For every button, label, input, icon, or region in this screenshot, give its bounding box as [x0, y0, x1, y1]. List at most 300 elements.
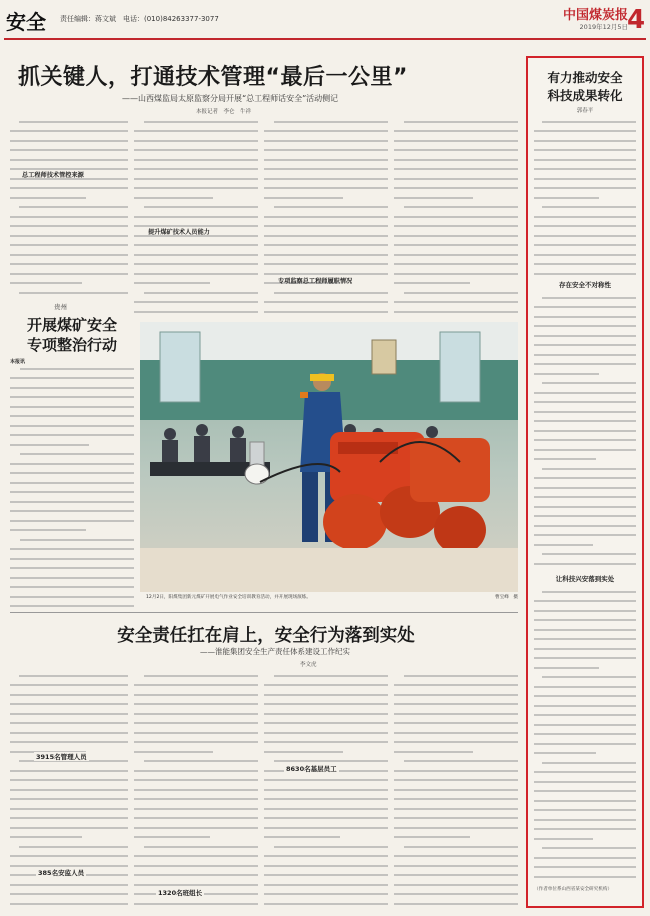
body-text-line — [264, 713, 388, 720]
body-text-line — [534, 724, 636, 731]
commentary-footer: （作者单位系山西省某安全研究机构） — [534, 887, 613, 892]
masthead: 中国煤炭报 — [562, 8, 628, 23]
body-text-line — [534, 515, 636, 522]
page-number: 4 — [626, 5, 646, 35]
body-text-line — [534, 876, 636, 883]
body-text-line — [534, 591, 636, 598]
body-text-line — [134, 789, 258, 796]
body-text-line — [534, 235, 636, 242]
body-text-line — [134, 827, 258, 834]
body-text-line — [264, 846, 388, 853]
body-text-line — [394, 855, 518, 862]
body-text-line — [264, 865, 388, 872]
body-text-line — [134, 855, 258, 862]
body-text-line — [10, 798, 128, 805]
body-text-line — [264, 798, 388, 805]
body-text-line — [10, 596, 134, 603]
body-text-line — [10, 808, 128, 815]
body-text-line — [10, 884, 128, 891]
body-text-line — [534, 525, 636, 532]
body-text-line — [534, 847, 636, 854]
body-text-line — [394, 168, 518, 175]
body-text-line — [264, 244, 388, 251]
body-text-line — [10, 254, 128, 261]
editor-line: 责任编辑：蒋文斌 电话：(010)84263377-3077 — [60, 15, 219, 23]
body-text-line — [10, 282, 128, 289]
body-text-line — [534, 743, 636, 750]
body-text-line — [534, 771, 636, 778]
body-text-line — [134, 798, 258, 805]
body-text-line — [534, 273, 636, 279]
bottom-subhead-1: 3915名管理人员 — [36, 753, 87, 761]
body-text-line — [264, 159, 388, 166]
body-text-line — [10, 703, 128, 710]
body-text-line — [394, 808, 518, 815]
commentary-subhead-1: 存在安全不对称性 — [559, 281, 611, 289]
body-text-line — [10, 770, 128, 777]
body-text-line — [10, 827, 128, 834]
body-text-line — [10, 567, 134, 574]
body-text-line — [394, 282, 518, 289]
body-text-line — [394, 197, 518, 204]
left-region-tag: 贵州 — [54, 303, 67, 311]
body-text-line — [534, 216, 636, 223]
photo-caption-text: 12月2日，阳煤集团新元煤矿开展电气作业安全培训教育活动，并开展现场演练。 — [146, 595, 311, 600]
body-text-line — [534, 420, 636, 427]
body-text-line — [394, 741, 518, 748]
bottom-headline: 安全责任扛在肩上，安全行为落到实处 — [117, 626, 415, 646]
body-text-line — [394, 893, 518, 900]
commentary-headline-2: 科技成果转化 — [547, 88, 623, 103]
body-text-line — [10, 520, 134, 527]
left-headline-2: 专项整治行动 — [26, 336, 117, 354]
body-text-line — [534, 676, 636, 683]
body-text-line — [394, 130, 518, 137]
photo-image — [140, 322, 518, 592]
bottom-byline: 李文虎 — [300, 662, 317, 668]
body-text-line — [534, 392, 636, 399]
body-text-line — [534, 244, 636, 251]
bottom-subhead: ——淮能集团安全生产责任体系建设工作纪实 — [200, 647, 350, 656]
body-text-line — [534, 325, 636, 332]
body-text-line — [394, 874, 518, 881]
body-text-line — [10, 722, 128, 729]
body-text-line — [264, 149, 388, 156]
body-text-line — [534, 544, 636, 551]
body-text-line — [264, 168, 388, 175]
body-text-line — [394, 301, 518, 308]
body-text-line — [264, 140, 388, 147]
body-text-line — [10, 216, 128, 223]
body-text-line — [264, 751, 388, 758]
body-text-line — [264, 836, 388, 843]
body-text-line — [534, 752, 636, 759]
body-text-line — [534, 254, 636, 261]
top-subhead-3: 专项监察总工程师履职情况 — [278, 278, 353, 285]
body-text-line — [534, 809, 636, 816]
body-text-line — [134, 282, 258, 289]
body-text-line — [394, 751, 518, 758]
body-text-line — [264, 178, 388, 185]
body-text-line — [10, 577, 134, 584]
body-text-line — [534, 458, 636, 465]
body-text-line — [264, 130, 388, 137]
body-text-line — [264, 789, 388, 796]
body-text-line — [264, 216, 388, 223]
body-text-line — [264, 703, 388, 710]
top-headline: 抓关键人，打通技术管理“最后一公里” — [18, 65, 408, 90]
body-text-line — [134, 675, 258, 682]
body-text-line — [10, 491, 134, 498]
body-text-line — [264, 206, 388, 213]
body-text-line — [534, 159, 636, 166]
body-text-line — [394, 760, 518, 767]
body-text-line — [10, 558, 134, 565]
body-text-line — [534, 838, 636, 845]
body-text-line — [394, 225, 518, 232]
body-text-line — [134, 713, 258, 720]
body-text-line — [534, 553, 636, 560]
body-text-line — [10, 159, 128, 166]
body-text-line — [10, 235, 128, 242]
body-text-line — [534, 695, 636, 702]
body-text-line — [264, 884, 388, 891]
body-text-line — [10, 444, 134, 451]
body-text-line — [134, 273, 258, 280]
body-text-line — [534, 866, 636, 873]
body-text-line — [10, 263, 128, 270]
body-text-line — [534, 705, 636, 712]
body-text-line — [394, 694, 518, 701]
body-text-line — [534, 857, 636, 864]
body-text-line — [134, 779, 258, 786]
body-text-line — [10, 501, 134, 508]
body-text-line — [10, 387, 134, 394]
body-text-line — [134, 149, 258, 156]
body-text-line — [264, 301, 388, 308]
left-lead-tag: 本报讯 — [10, 359, 26, 365]
body-text-line — [10, 453, 134, 460]
top-article-col-3 — [264, 118, 388, 318]
commentary-col-b — [534, 294, 636, 570]
commentary-col-c — [534, 588, 636, 884]
body-text-line — [534, 506, 636, 513]
body-text-line — [10, 510, 134, 517]
body-text-line — [394, 827, 518, 834]
commentary-col-a — [534, 118, 636, 278]
body-text-line — [10, 434, 134, 441]
body-text-line — [10, 855, 128, 862]
body-text-line — [534, 790, 636, 797]
photo-credit: 曹宝峰 摄 — [495, 595, 518, 600]
body-text-line — [534, 477, 636, 484]
body-text-line — [264, 732, 388, 739]
body-text-line — [534, 401, 636, 408]
body-text-line — [534, 563, 636, 570]
body-text-line — [394, 836, 518, 843]
body-text-line — [534, 121, 636, 128]
body-text-line — [10, 741, 128, 748]
body-text-line — [10, 529, 134, 536]
body-text-line — [534, 496, 636, 503]
body-text-line — [10, 779, 128, 786]
body-text-line — [394, 254, 518, 261]
body-text-line — [394, 713, 518, 720]
top-article-col-4 — [394, 118, 518, 318]
body-text-line — [264, 874, 388, 881]
body-text-line — [264, 684, 388, 691]
body-text-line — [534, 263, 636, 270]
bottom-article-col-4 — [394, 672, 518, 908]
body-text-line — [134, 197, 258, 204]
body-text-line — [10, 425, 134, 432]
body-text-line — [134, 254, 258, 261]
bottom-subhead-4: 1320名班组长 — [158, 889, 203, 897]
body-text-line — [10, 846, 128, 853]
body-text-line — [534, 762, 636, 769]
body-text-line — [10, 817, 128, 824]
body-text-line — [134, 140, 258, 147]
body-text-line — [10, 675, 128, 682]
top-article-col-2 — [134, 118, 258, 318]
body-text-line — [394, 311, 518, 318]
body-text-line — [264, 187, 388, 194]
body-text-line — [264, 779, 388, 786]
body-text-line — [394, 903, 518, 909]
body-text-line — [394, 684, 518, 691]
body-text-line — [10, 903, 128, 909]
body-text-line — [10, 396, 134, 403]
body-text-line — [10, 225, 128, 232]
body-text-line — [10, 463, 134, 470]
body-text-line — [264, 694, 388, 701]
body-text-line — [134, 263, 258, 270]
body-text-line — [534, 449, 636, 456]
top-article-col-1 — [10, 118, 128, 296]
bottom-article-col-3 — [264, 672, 388, 908]
news-photo — [140, 322, 518, 592]
body-text-line — [134, 732, 258, 739]
body-text-line — [10, 273, 128, 280]
body-text-line — [534, 430, 636, 437]
body-text-line — [134, 311, 258, 318]
body-text-line — [534, 600, 636, 607]
body-text-line — [534, 225, 636, 232]
body-text-line — [10, 472, 134, 479]
page-header — [0, 0, 650, 46]
body-text-line — [10, 197, 128, 204]
body-text-line — [10, 140, 128, 147]
body-text-line — [394, 273, 518, 280]
body-text-line — [134, 187, 258, 194]
body-text-line — [534, 638, 636, 645]
body-text-line — [534, 733, 636, 740]
body-text-line — [134, 808, 258, 815]
body-text-line — [534, 306, 636, 313]
body-text-line — [534, 610, 636, 617]
body-text-line — [394, 884, 518, 891]
body-text-line — [534, 439, 636, 446]
body-text-line — [134, 292, 258, 299]
body-text-line — [534, 187, 636, 194]
body-text-line — [264, 741, 388, 748]
body-text-line — [134, 903, 258, 909]
body-text-line — [134, 244, 258, 251]
body-text-line — [264, 235, 388, 242]
body-text-line — [10, 121, 128, 128]
body-text-line — [534, 373, 636, 380]
body-text-line — [534, 714, 636, 721]
body-text-line — [534, 149, 636, 156]
body-text-line — [264, 225, 388, 232]
body-text-line — [534, 657, 636, 664]
body-text-line — [394, 263, 518, 270]
body-text-line — [134, 703, 258, 710]
body-text-line — [394, 149, 518, 156]
body-text-line — [10, 377, 134, 384]
bottom-subhead-2: 385名安监人员 — [38, 869, 85, 877]
body-text-line — [134, 130, 258, 137]
body-text-line — [134, 121, 258, 128]
body-text-line — [10, 539, 134, 546]
commentary-author: 郭春平 — [576, 108, 594, 114]
body-text-line — [534, 168, 636, 175]
body-text-line — [264, 808, 388, 815]
body-text-line — [534, 819, 636, 826]
body-text-line — [534, 297, 636, 304]
body-text-line — [264, 675, 388, 682]
body-text-line — [10, 893, 128, 900]
body-text-line — [264, 893, 388, 900]
body-text-line — [134, 722, 258, 729]
body-text-line — [10, 292, 128, 297]
body-text-line — [10, 187, 128, 194]
body-text-line — [10, 713, 128, 720]
body-text-line — [534, 363, 636, 370]
commentary-headline-1: 有力推动安全 — [547, 70, 623, 85]
body-text-line — [264, 254, 388, 261]
body-text-line — [10, 244, 128, 251]
body-text-line — [10, 149, 128, 156]
header-rule — [4, 38, 646, 40]
body-text-line — [394, 235, 518, 242]
body-text-line — [534, 487, 636, 494]
body-text-line — [394, 292, 518, 299]
body-text-line — [534, 781, 636, 788]
body-text-line — [10, 732, 128, 739]
body-text-line — [534, 178, 636, 185]
body-text-line — [264, 292, 388, 299]
body-text-line — [264, 855, 388, 862]
body-text-line — [134, 874, 258, 881]
body-text-line — [134, 206, 258, 213]
top-subhead: ——山西煤监局太原监察分局开展“总工程师话安全”活动侧记 — [122, 94, 339, 103]
bottom-article-col-2 — [134, 672, 258, 908]
section-label: 安全 — [6, 10, 46, 34]
body-text-line — [10, 836, 128, 843]
body-text-line — [134, 817, 258, 824]
body-text-line — [394, 178, 518, 185]
body-text-line — [264, 903, 388, 909]
body-text-line — [534, 686, 636, 693]
body-text-line — [264, 827, 388, 834]
issue-date: 2019年12月5日 — [579, 23, 628, 31]
commentary-box — [526, 56, 644, 908]
body-text-line — [264, 817, 388, 824]
body-text-line — [534, 800, 636, 807]
body-text-line — [394, 779, 518, 786]
body-text-line — [394, 722, 518, 729]
body-text-line — [134, 846, 258, 853]
body-text-line — [134, 865, 258, 872]
section-divider — [10, 612, 518, 613]
body-text-line — [394, 817, 518, 824]
body-text-line — [264, 263, 388, 270]
body-text-line — [10, 130, 128, 137]
body-text-line — [134, 751, 258, 758]
body-text-line — [134, 694, 258, 701]
body-text-line — [10, 206, 128, 213]
body-text-line — [394, 789, 518, 796]
body-text-line — [534, 629, 636, 636]
body-text-line — [134, 684, 258, 691]
body-text-line — [534, 468, 636, 475]
body-text-line — [394, 798, 518, 805]
body-text-line — [534, 344, 636, 351]
body-text-line — [134, 168, 258, 175]
body-text-line — [134, 760, 258, 767]
body-text-line — [534, 828, 636, 835]
body-text-line — [10, 694, 128, 701]
body-text-line — [264, 197, 388, 204]
body-text-line — [534, 197, 636, 204]
body-text-line — [394, 216, 518, 223]
photo-caption — [146, 594, 518, 601]
body-text-line — [134, 770, 258, 777]
body-text-line — [534, 534, 636, 541]
body-text-line — [134, 159, 258, 166]
body-text-line — [10, 760, 128, 767]
left-article-body — [10, 365, 134, 608]
body-text-line — [10, 415, 134, 422]
body-text-line — [264, 311, 388, 318]
body-text-line — [10, 586, 134, 593]
body-text-line — [10, 605, 134, 608]
left-headline-1: 开展煤矿安全 — [26, 316, 117, 334]
body-text-line — [134, 216, 258, 223]
body-text-line — [534, 382, 636, 389]
body-text-line — [10, 406, 134, 413]
body-text-line — [534, 316, 636, 323]
body-text-line — [134, 178, 258, 185]
body-text-line — [394, 703, 518, 710]
body-text-line — [134, 301, 258, 308]
body-text-line — [264, 722, 388, 729]
top-subhead-2: 提升煤矿技术人员能力 — [148, 229, 210, 236]
body-text-line — [394, 121, 518, 128]
bottom-subhead-3: 8630名基层员工 — [286, 765, 337, 773]
body-text-line — [534, 619, 636, 626]
body-text-line — [534, 354, 636, 361]
body-text-line — [394, 675, 518, 682]
body-text-line — [134, 741, 258, 748]
body-text-line — [534, 648, 636, 655]
body-text-line — [394, 140, 518, 147]
body-text-line — [534, 140, 636, 147]
body-text-line — [394, 159, 518, 166]
body-text-line — [10, 789, 128, 796]
body-text-line — [394, 206, 518, 213]
